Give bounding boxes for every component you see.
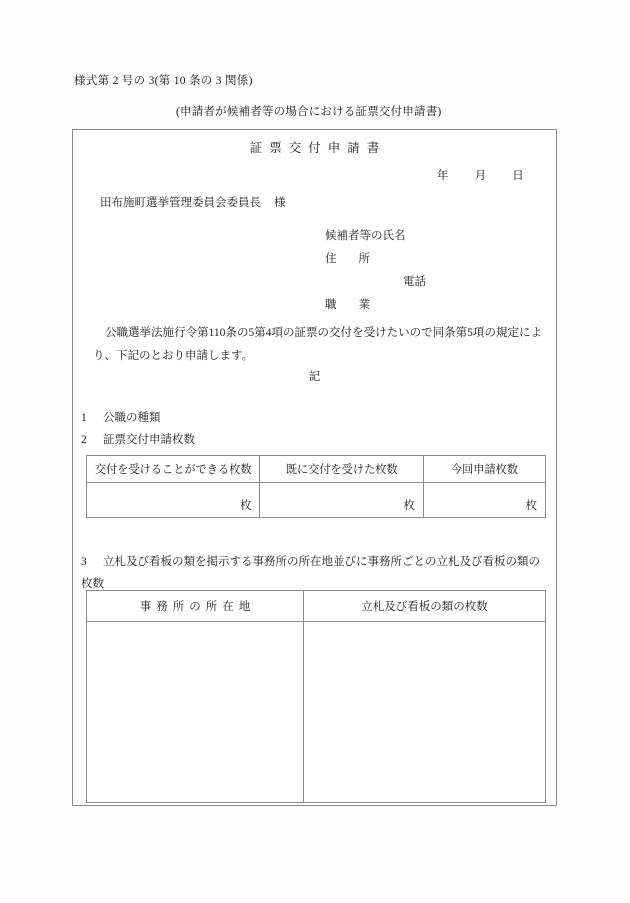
addressee-name: 田布施町選挙管理委員会委員長: [100, 197, 261, 209]
column-header-already-issued-sheets: 既に交付を受けた枚数: [260, 456, 424, 483]
applicant-block: [325, 225, 426, 317]
addressee-line: [100, 194, 286, 210]
form-subtitle-label: (申請者が候補者等の場合における証票交付申請書): [176, 106, 442, 118]
offices-table: [86, 590, 546, 803]
item-number: 2: [81, 434, 87, 446]
applicant-name-row: [325, 225, 426, 248]
body-paragraph: 公職選挙法施行令第110条の5第4項の証票の交付を受けたいので同条第5項の規定により、下記のとおり申請します。: [93, 327, 542, 362]
item-text: 立札及び看板の類を掲示する事務所の所在地並びに事務所ごとの立札及び看板の類の枚数: [81, 556, 540, 590]
list-item: [81, 429, 195, 451]
item-text: 公職の種類: [103, 412, 161, 424]
item-text: 証票交付申請枚数: [103, 434, 195, 446]
item-number: 3: [81, 556, 87, 568]
date-month-label: 月: [474, 170, 487, 182]
column-header-current-request-sheets: 今回申請枚数: [424, 456, 546, 483]
applicant-name-label: 候補者等の氏名: [325, 230, 406, 242]
table-row: [87, 483, 546, 518]
cell-current-request-sheets[interactable]: [424, 483, 546, 518]
cell-sign-count[interactable]: [304, 622, 546, 803]
cell-unit-label: 枚: [239, 500, 252, 512]
cell-allowed-sheets[interactable]: [87, 483, 260, 518]
cell-office-location[interactable]: [87, 622, 304, 803]
item-number: 1: [81, 412, 87, 424]
column-header-sign-count: 立札及び看板の類の枚数: [304, 591, 546, 622]
cell-unit-label: 枚: [525, 500, 537, 512]
date-year-label: 年: [436, 170, 449, 182]
applicant-address-row: [325, 248, 426, 271]
applicant-phone-label: 電話: [403, 276, 426, 288]
form-number-label: 様式第 2 号の 3(第 10 条の 3 関係): [74, 75, 253, 87]
sheets-count-table: [86, 455, 546, 518]
application-form-box: [72, 129, 557, 806]
table-header-row: [87, 591, 546, 622]
cell-already-issued-sheets[interactable]: [260, 483, 424, 518]
addressee-honorific: 様: [274, 197, 286, 209]
applicant-phone-row: [325, 271, 426, 294]
cell-unit-label: 枚: [403, 500, 415, 512]
applicant-occupation-label: 職業: [325, 299, 392, 311]
date-line: [73, 167, 524, 183]
page-title: 証票交付申請書: [249, 141, 387, 155]
applicant-address-label: 住所: [325, 253, 392, 265]
ki-mark: 記: [308, 371, 321, 383]
date-day-label: 日: [512, 170, 524, 182]
list-item: [81, 551, 548, 595]
column-header-office-location: 事務所の所在地: [87, 591, 304, 622]
column-header-allowed-sheets: 交付を受けることができる枚数: [87, 456, 260, 483]
applicant-occupation-row: [325, 294, 426, 317]
list-item: [81, 407, 161, 429]
table-row: [87, 622, 546, 803]
table-header-row: [87, 456, 546, 483]
